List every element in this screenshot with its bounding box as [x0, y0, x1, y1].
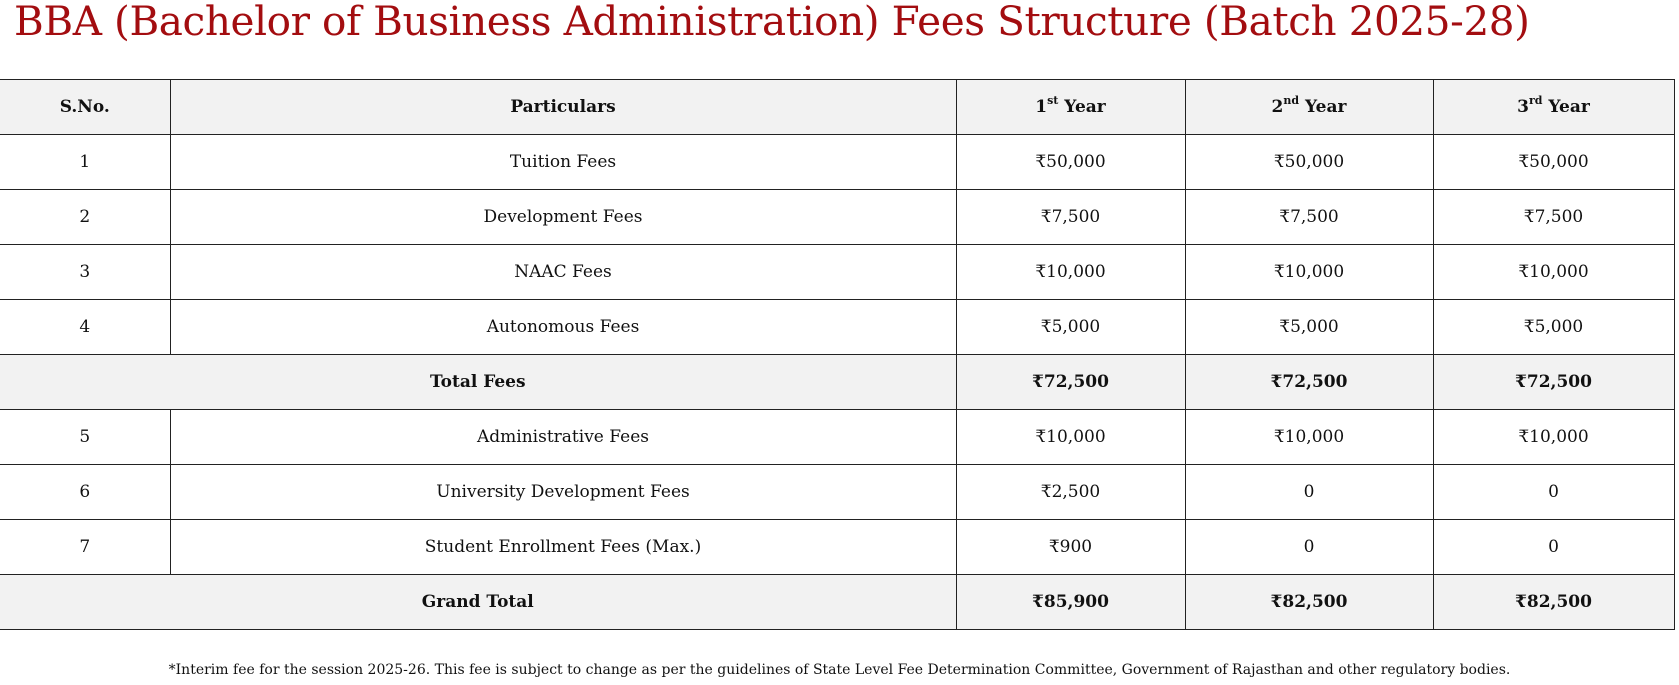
row-particular: Tuition Fees: [170, 135, 956, 190]
header-year-3: [1433, 80, 1674, 135]
row-year-3-fee: ₹5,000: [1433, 300, 1674, 355]
table-row-autonomous: [0, 300, 1674, 355]
header-particulars: Particulars: [170, 80, 956, 135]
footnote: *Interim fee for the session 2025-26. This fee is subject to change as per the guidelines of State Level Fee Determination Committee, Government of Rajasthan and other regulatory bodies.: [168, 662, 1511, 678]
row-sno: 5: [0, 410, 170, 465]
year-3-number: 3: [1517, 97, 1529, 117]
year-1-word: Year: [1058, 97, 1106, 117]
row-year-1-fee: ₹10,000: [956, 410, 1185, 465]
year-3-word: Year: [1542, 97, 1590, 117]
year-2-suffix: nd: [1283, 94, 1300, 108]
row-particular: Administrative Fees: [170, 410, 956, 465]
row-sno: 1: [0, 135, 170, 190]
fees-table: [0, 79, 1675, 630]
row-particular: University Development Fees: [170, 465, 956, 520]
table-row-development: [0, 190, 1674, 245]
table-header-row: [0, 80, 1674, 135]
row-year-3-fee: ₹50,000: [1433, 135, 1674, 190]
row-year-1-fee: ₹10,000: [956, 245, 1185, 300]
grand-total-year-2: ₹82,500: [1185, 575, 1433, 630]
row-sno: 4: [0, 300, 170, 355]
total-fees-year-3: ₹72,500: [1433, 355, 1674, 410]
table-row-total-fees: [0, 355, 1674, 410]
table-row-naac: [0, 245, 1674, 300]
grand-total-year-3: ₹82,500: [1433, 575, 1674, 630]
row-year-1-fee: ₹50,000: [956, 135, 1185, 190]
header-sno: S.No.: [0, 80, 170, 135]
table-row-enrollment: [0, 520, 1674, 575]
header-year-1: [956, 80, 1185, 135]
year-2-word: Year: [1299, 97, 1347, 117]
row-year-3-fee: ₹10,000: [1433, 410, 1674, 465]
row-particular: Autonomous Fees: [170, 300, 956, 355]
year-2-number: 2: [1271, 97, 1284, 117]
row-particular: Student Enrollment Fees (Max.): [170, 520, 956, 575]
total-fees-year-2: ₹72,500: [1185, 355, 1433, 410]
row-year-3-fee: ₹10,000: [1433, 245, 1674, 300]
row-year-1-fee: ₹5,000: [956, 300, 1185, 355]
year-3-suffix: rd: [1528, 94, 1543, 108]
page-title: BBA (Bachelor of Business Administration) Fees Structure (Batch 2025-28): [14, 0, 1530, 45]
row-year-3-fee: 0: [1433, 520, 1674, 575]
total-fees-year-1: ₹72,500: [956, 355, 1185, 410]
row-year-2-fee: ₹10,000: [1185, 410, 1433, 465]
row-particular: NAAC Fees: [170, 245, 956, 300]
header-year-2: [1185, 80, 1433, 135]
row-sno: 6: [0, 465, 170, 520]
row-particular: Development Fees: [170, 190, 956, 245]
grand-total-label: Grand Total: [0, 575, 956, 630]
row-year-2-fee: ₹50,000: [1185, 135, 1433, 190]
table-row-tuition: [0, 135, 1674, 190]
table-row-administrative: [0, 410, 1674, 465]
grand-total-year-1: ₹85,900: [956, 575, 1185, 630]
row-sno: 3: [0, 245, 170, 300]
row-year-2-fee: 0: [1185, 465, 1433, 520]
row-year-2-fee: ₹7,500: [1185, 190, 1433, 245]
row-year-2-fee: ₹5,000: [1185, 300, 1433, 355]
row-year-3-fee: ₹7,500: [1433, 190, 1674, 245]
table-row-grand-total: [0, 575, 1674, 630]
year-1-number: 1: [1035, 97, 1048, 117]
total-fees-label: Total Fees: [0, 355, 956, 410]
row-year-2-fee: 0: [1185, 520, 1433, 575]
row-sno: 7: [0, 520, 170, 575]
row-year-2-fee: ₹10,000: [1185, 245, 1433, 300]
row-year-1-fee: ₹2,500: [956, 465, 1185, 520]
row-year-3-fee: 0: [1433, 465, 1674, 520]
row-sno: 2: [0, 190, 170, 245]
table-row-university-development: [0, 465, 1674, 520]
row-year-1-fee: ₹7,500: [956, 190, 1185, 245]
row-year-1-fee: ₹900: [956, 520, 1185, 575]
year-1-suffix: st: [1047, 94, 1059, 108]
